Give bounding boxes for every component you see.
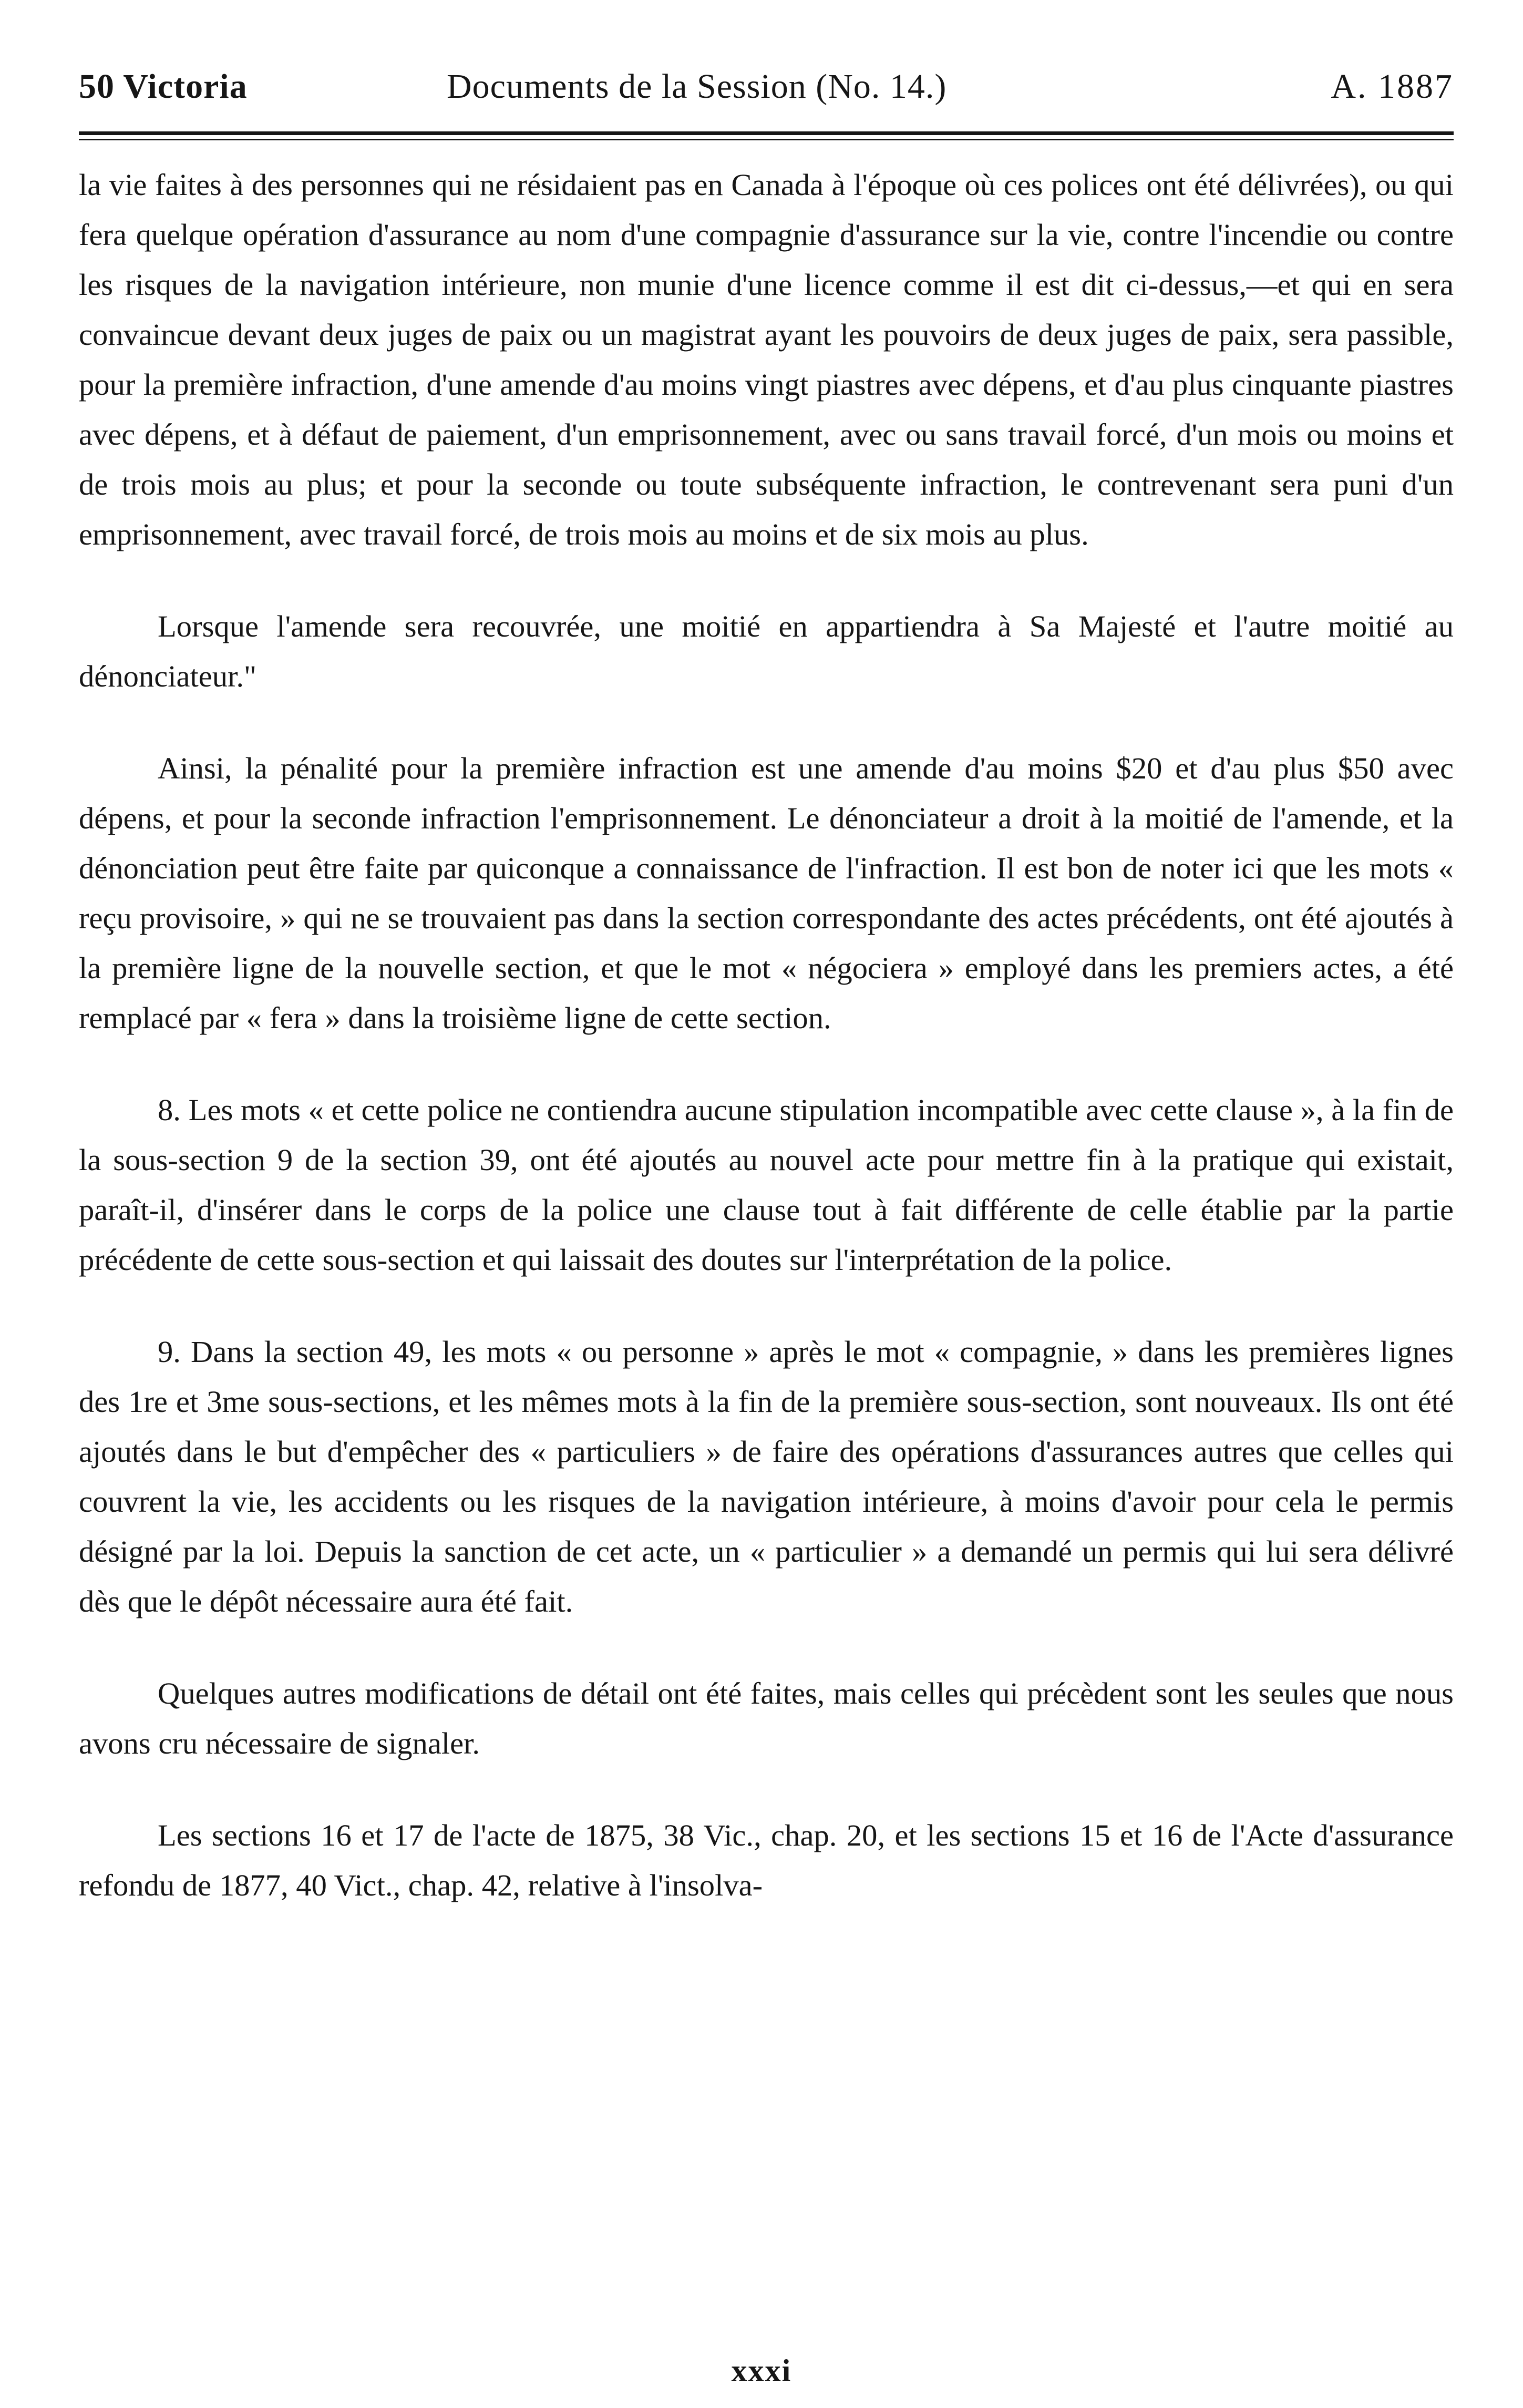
paragraph-continuation: la vie faites à des personnes qui ne résidaient pas en Canada à l'époque où ces polices ont été délivrées), ou qui fera quelque opération d'assurance au nom d'une compagnie d'assurance sur la vie, contre l'incendie ou contre les risques de la navigation intérieure, non munie d'une licence comme il est dit ci-dessus,—et qui en sera convaincue devant deux juges de paix ou un magistrat ayant les pouvoirs de deux juges de paix, sera passible, pour la première infraction, d'une amende d'au moins vingt piastres avec dépens, et d'au plus cinquante piastres avec dépens, et à défaut de paiement, d'un emprisonnement, avec ou sans travail forcé, d'un mois ou moins et de trois mois au plus; et pour la seconde ou toute subséquente infraction, le contrevenant sera puni d'un emprisonnement, avec travail forcé, de trois mois au moins et de six mois au plus. — [79, 168, 1454, 551]
paragraph-modifications: Quelques autres modifications de détail ont été faites, mais celles qui précèdent sont les seules que nous avons cru nécessaire de signaler. — [79, 1676, 1454, 1760]
paragraph-section-8: 8. Les mots « et cette police ne contiendra aucune stipulation incompatible avec cette clause », à la fin de la sous-section 9 de la section 39, ont été ajoutés au nouvel acte pour mettre fin à la pratique qui existait, paraît-il, d'insérer dans le corps de la police une clause tout à fait différente de celle établie par la partie précédente de cette sous-section et qui laissait des doutes sur l'interprétation de la police. — [79, 1093, 1454, 1277]
header-year: A. 1887 — [1331, 67, 1454, 106]
body-text — [79, 160, 1454, 1910]
header-double-rule — [79, 131, 1454, 145]
paragraph-sections-16-17: Les sections 16 et 17 de l'acte de 1875, 38 Vic., chap. 20, et les sections 15 et 16 de l'Acte d'assurance refondu de 1877, 40 Vict., chap. 42, relative à l'insolva- — [79, 1818, 1454, 1902]
header-rule-thick — [79, 131, 1454, 135]
header-rule-thin — [79, 139, 1454, 140]
header-title: Documents de la Session (No. 14.) — [447, 67, 947, 106]
header-volume: 50 Victoria — [79, 67, 248, 106]
paragraph-penalite: Ainsi, la pénalité pour la première infraction est une amende d'au moins $20 et d'au plus $50 avec dépens, et pour la seconde infraction l'emprisonnement. Le dénonciateur a droit à la moitié de l'amende, et la dénonciation peut être faite par quiconque a connaissance de l'infraction. Il est bon de noter ici que les mots « reçu provisoire, » qui ne se trouvaient pas dans la section correspondante des actes précédents, ont été ajoutés à la première ligne de la nouvelle section, et que le mot « négociera » employé dans les premiers actes, a été remplacé par « fera » dans la troisième ligne de cette section. — [79, 751, 1454, 1035]
paragraph-section-9: 9. Dans la section 49, les mots « ou personne » après le mot « compagnie, » dans les premières lignes des 1re et 3me sous-sections, et les mêmes mots à la fin de la première sous-section, sont nouveaux. Ils ont été ajoutés dans le but d'empêcher des « particuliers » de faire des opérations d'assurances autres que celles qui couvrent la vie, les accidents ou les risques de la navigation intérieure, à moins d'avoir pour cela le permis désigné par la loi. Depuis la sanction de cet acte, un « particulier » a demandé un permis qui lui sera délivré dès que le dépôt nécessaire aura été fait. — [79, 1335, 1454, 1618]
page-folio: xxxi — [731, 2353, 792, 2388]
paragraph-amende: Lorsque l'amende sera recouvrée, une moitié en appartiendra à Sa Majesté et l'autre moitié au dénonciateur." — [79, 609, 1454, 693]
running-header — [79, 58, 1454, 116]
